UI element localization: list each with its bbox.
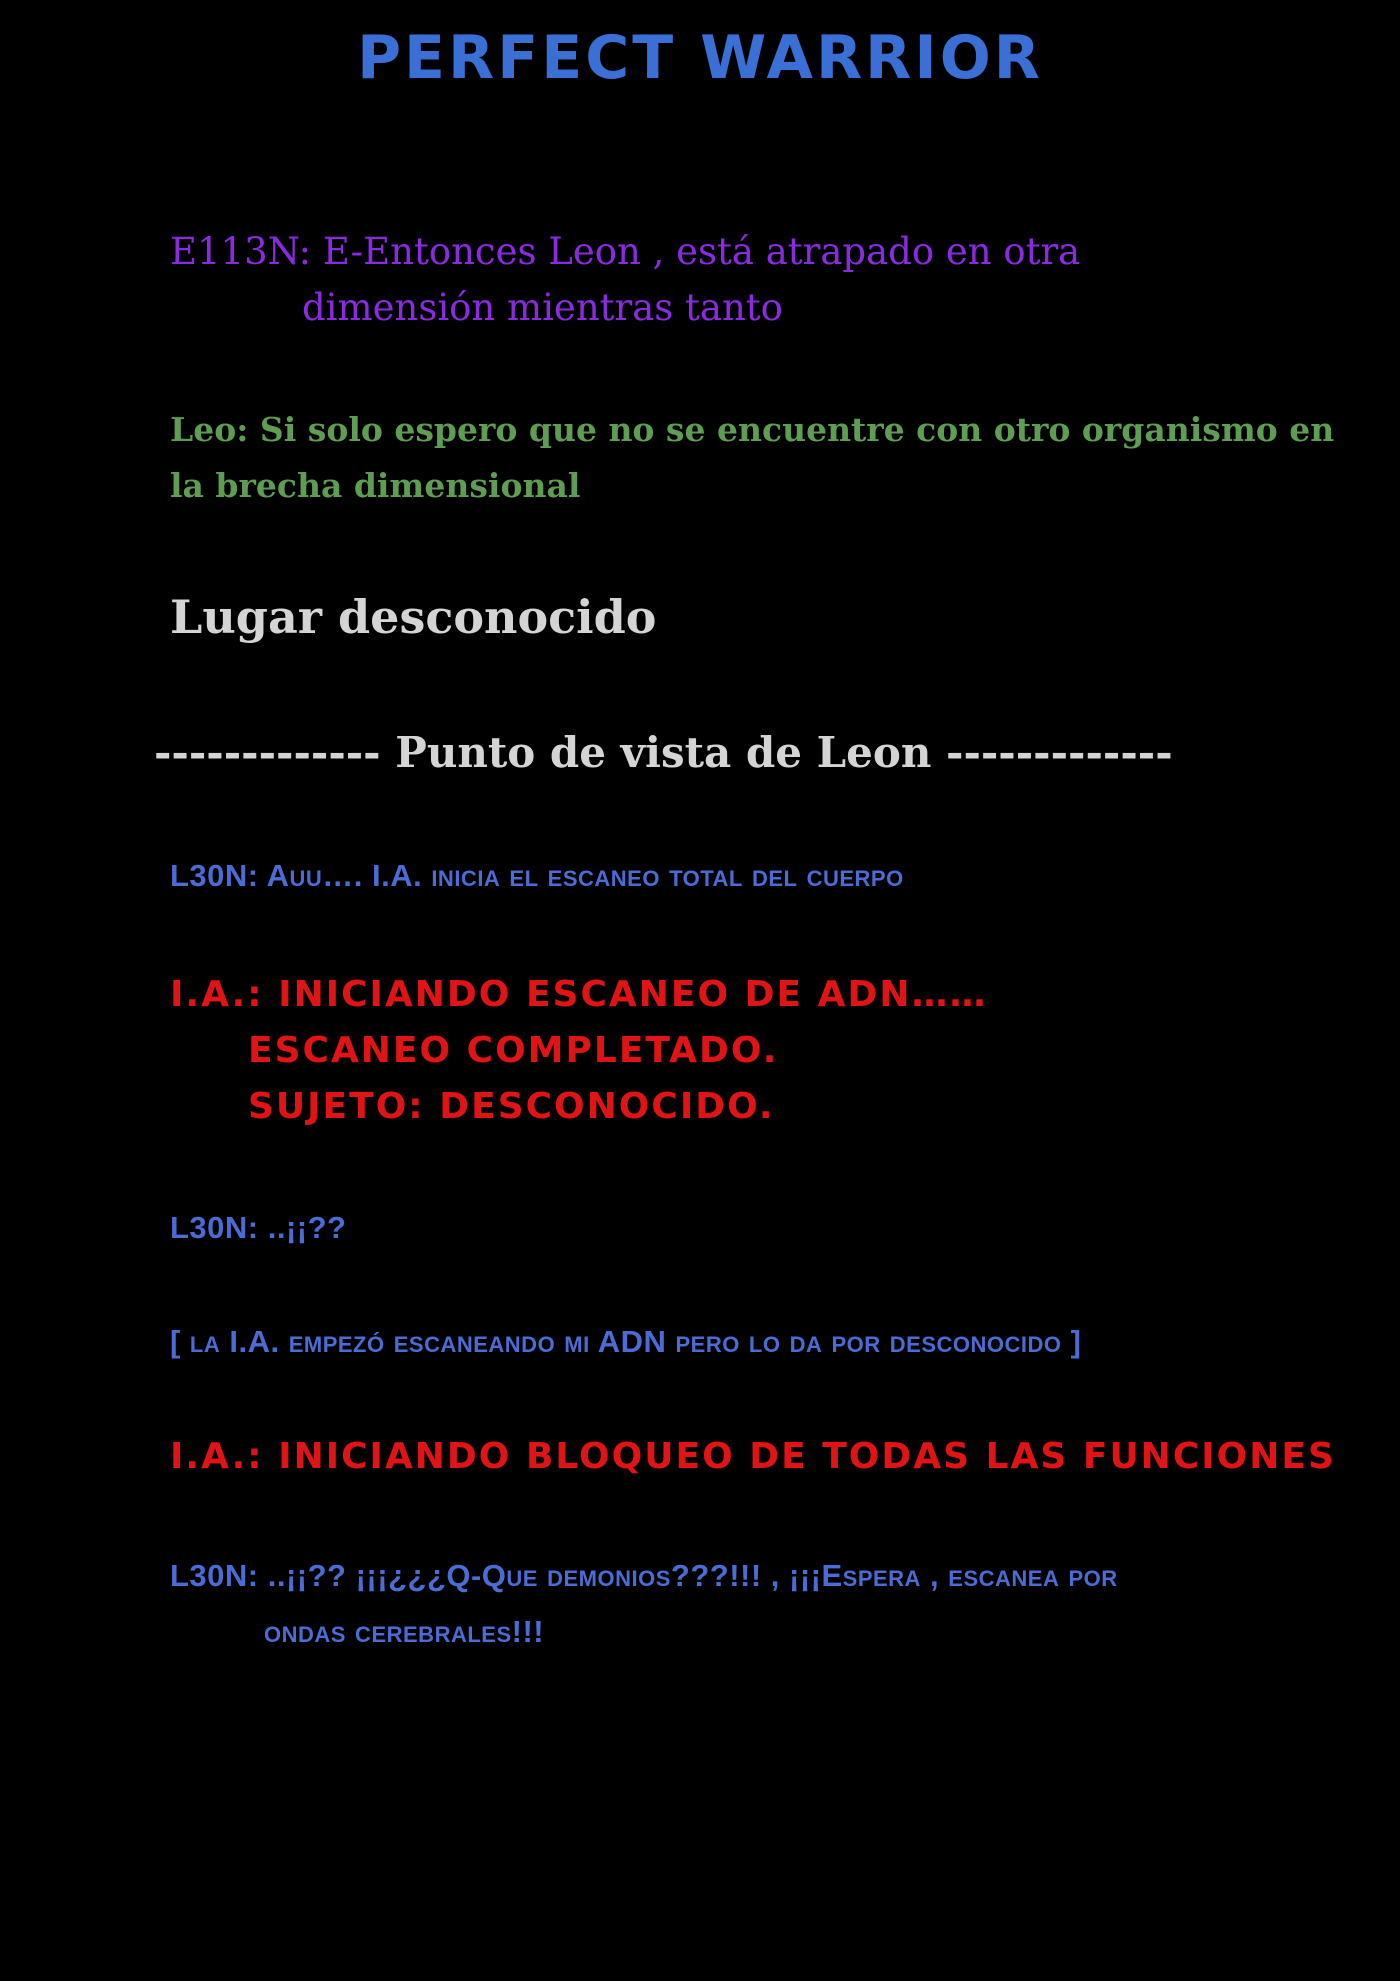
l30n-dialogue-1: L30N: Auu…. I.A. inicia el escaneo total del cuerpo — [170, 858, 904, 893]
location-heading: Lugar desconocido — [170, 590, 657, 644]
leo-dialogue-line-2: la brecha dimensional — [170, 466, 581, 505]
narration-bracket: [ la I.A. empezó escaneando mi ADN pero lo da por desconocido ] — [170, 1324, 1082, 1359]
l30n-dialogue-3-line-1: L30N: ..¡¡?? ¡¡¡¿¿¿Q-Que demonios???!!! , ¡¡¡Espera , escanea por — [170, 1558, 1118, 1593]
ia-message-block: I.A.: INICIANDO BLOQUEO DE TODAS LAS FUNCIONES — [170, 1436, 1336, 1477]
pov-divider: ------------- Punto de vista de Leon ------------- — [154, 728, 1173, 777]
ia-message-line-1: I.A.: INICIANDO ESCANEO DE ADN…… — [170, 974, 988, 1015]
l30n-dialogue-2: L30N: ..¡¡?? — [170, 1210, 347, 1245]
e113n-dialogue-line-1: E113N: E-Entonces Leon , está atrapado en otra — [170, 230, 1081, 273]
e113n-dialogue-line-2: dimensión mientras tanto — [302, 286, 783, 329]
l30n-dialogue-3-line-2: ondas cerebrales!!! — [264, 1614, 545, 1649]
leo-dialogue-line-1: Leo: Si solo espero que no se encuentre con otro organismo en — [170, 410, 1335, 449]
page-title: PERFECT WARRIOR — [357, 23, 1043, 93]
ia-message-line-3: SUJETO: DESCONOCIDO. — [248, 1086, 775, 1127]
ia-message-line-2: ESCANEO COMPLETADO. — [248, 1030, 779, 1071]
